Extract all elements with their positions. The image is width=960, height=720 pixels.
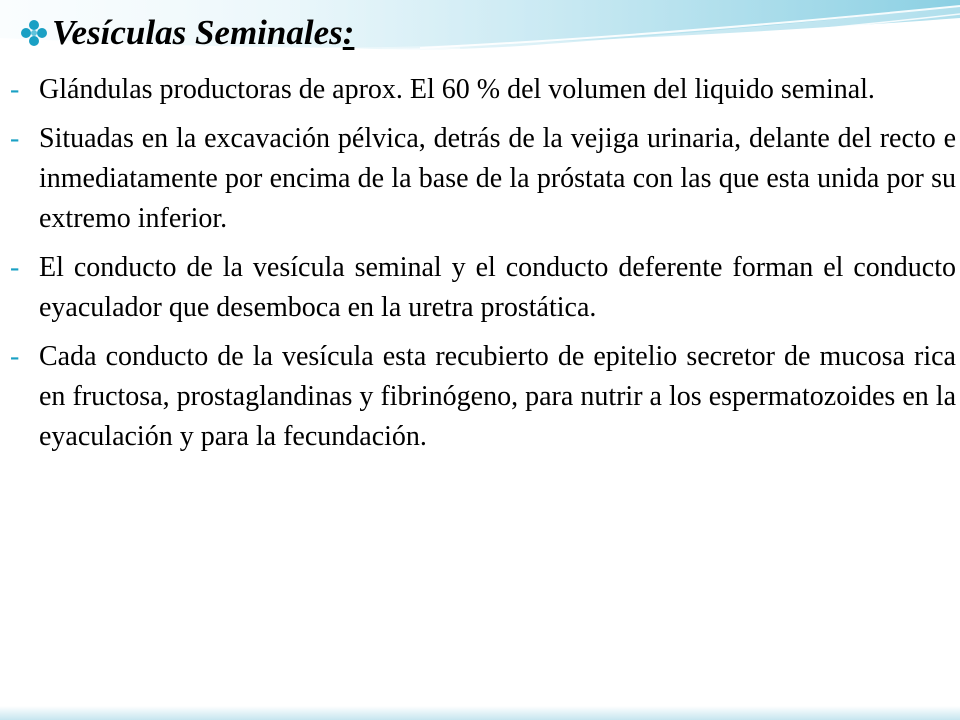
dash-marker: -: [10, 123, 20, 154]
bullet-list: [10, 70, 956, 466]
diamond-bullet-icon: [20, 19, 48, 47]
title-colon: :: [342, 13, 355, 52]
slide-title: [52, 10, 354, 56]
list-item: [10, 119, 956, 239]
title-text: Vesículas Seminales: [52, 13, 343, 52]
list-item-text: Glándulas productoras de aprox. El 60 % del volumen del liquido seminal.: [39, 74, 875, 105]
list-item-text: El conducto de la vesícula seminal y el conducto deferente forman el conducto eyaculador que desemboca en la uretra prostática.: [39, 252, 956, 323]
dash-marker: -: [10, 341, 20, 372]
list-item-text: Situadas en la excavación pélvica, detrás de la vejiga urinaria, delante del recto e inmediatamente por encima de la base de la próstata con las que esta unida por su extremo inferior.: [39, 123, 956, 234]
list-item: [10, 248, 956, 328]
bottom-band: [0, 706, 960, 720]
dash-marker: -: [10, 252, 20, 283]
list-item: [10, 337, 956, 457]
list-item-text: Cada conducto de la vesícula esta recubierto de epitelio secretor de mucosa rica en fructosa, prostaglandinas y fibrinógeno, para nutrir a los espermatozoides en la eyaculación y para la fecundación.: [39, 341, 956, 452]
dash-marker: -: [10, 74, 20, 105]
list-item: [10, 70, 956, 110]
title-row: [20, 10, 354, 56]
